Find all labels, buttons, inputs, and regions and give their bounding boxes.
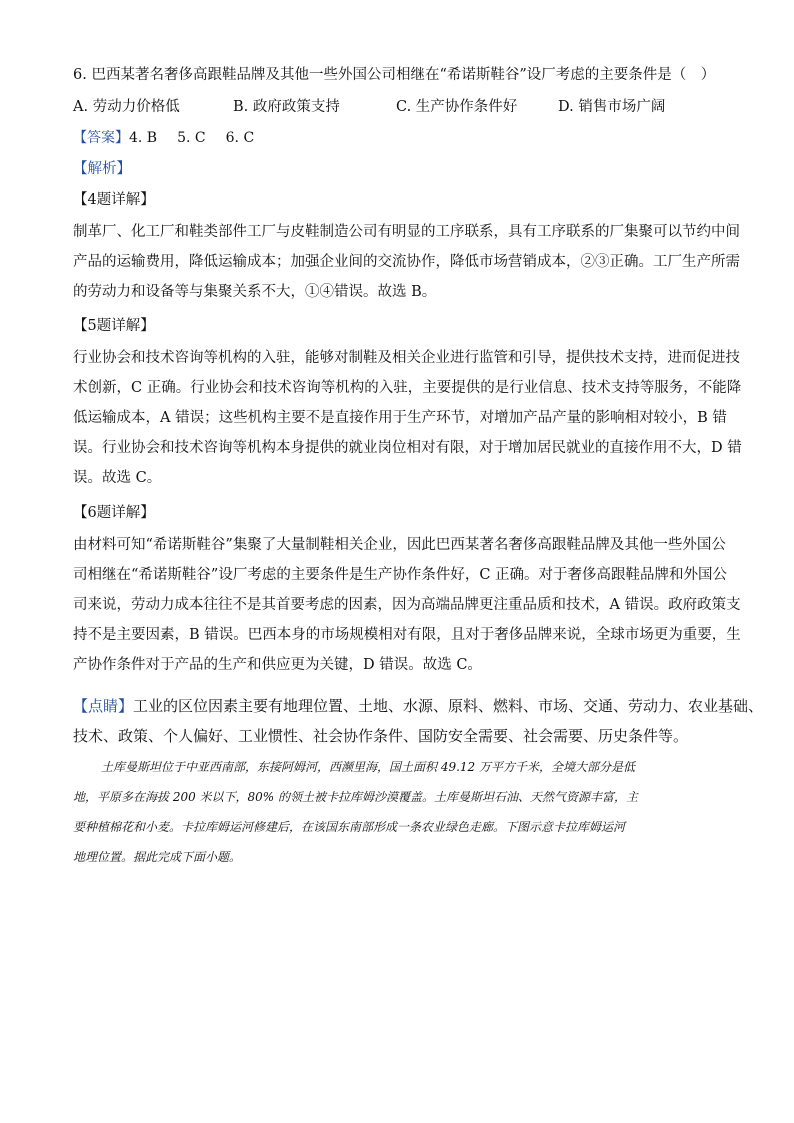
question-6-stem: 6. 巴西某著名奢侈高跟鞋品牌及其他一些外国公司相继在“希诺斯鞋谷”设厂考虑的主要条件是（ ） xyxy=(73,67,716,83)
answer-item: 4. B xyxy=(129,130,158,146)
material-passage xyxy=(73,752,723,872)
q6-heading: 【6题详解】 xyxy=(73,505,155,521)
paragraph-line: 制革厂、化工厂和鞋类部件工厂与皮鞋制造公司有明显的工序联系，具有工序联系的厂集聚可以节约中间 xyxy=(73,224,740,240)
analysis-heading: 【解析】 xyxy=(73,161,131,177)
note-line xyxy=(73,691,764,721)
material-line xyxy=(73,752,723,782)
note-tag: 【点睛】 xyxy=(73,697,134,715)
paragraph-line: 误。故选 C。 xyxy=(73,470,162,486)
paragraph-line: 行业协会和技术咨询等机构的入驻，能够对制鞋及相关企业进行监管和引导，提供技术支持，进而促进技 xyxy=(73,350,740,366)
answer-line xyxy=(73,126,254,150)
material-line: 要种植棉花和小麦。卡拉库姆运河修建后，在该国东南部形成一条农业绿色走廊。下图示意卡拉库姆运河 xyxy=(73,820,626,834)
material-line: 地理位置。据此完成下面小题。 xyxy=(73,850,242,864)
paragraph-line: 产品的运输费用，降低运输成本；加强企业间的交流协作，降低市场营销成本，②③正确。工厂生产所需 xyxy=(73,254,740,270)
paragraph-line: 低运输成本，A 错误；这些机构主要不是直接作用于生产环节，对增加产品产量的影响相对较小，B 错 xyxy=(73,410,727,426)
material-line: 地，平原多在海拔 200 米以下，80% 的领土被卡拉库姆沙漠覆盖。土库曼斯坦石油、天然气资源丰富，主 xyxy=(73,790,639,804)
q5-heading: 【5题详解】 xyxy=(73,318,155,334)
option-b: B. 政府政策支持 xyxy=(233,99,340,115)
paragraph-line: 误。行业协会和技术咨询等机构本身提供的就业岗位相对有限，对于增加居民就业的直接作用不大，D 错 xyxy=(73,440,742,456)
paragraph-line: 司相继在“希诺斯鞋谷”设厂考虑的主要条件是生产协作条件好，C 正确。对于奢侈高跟鞋品牌和外国公 xyxy=(73,567,728,583)
q6-explanation xyxy=(73,530,741,680)
answer-tag: 【答案】 xyxy=(73,130,129,146)
paragraph-line: 术创新，C 正确。行业协会和技术咨询等机构的入驻，主要提供的是行业信息、技术支持等服务，不能降 xyxy=(73,380,742,396)
option-a: A. 劳动力价格低 xyxy=(73,99,180,115)
question-6-options xyxy=(73,95,733,119)
note-block xyxy=(73,691,764,751)
answer-item: 5. C xyxy=(177,130,206,146)
option-c: C. 生产协作条件好 xyxy=(396,99,518,115)
q4-explanation xyxy=(73,217,740,307)
paragraph-line: 由材料可知“希诺斯鞋谷”集聚了大量制鞋相关企业，因此巴西某著名奢侈高跟鞋品牌及其他一些外国公 xyxy=(73,537,726,553)
paragraph-line: 持不是主要因素，B 错误。巴西本身的市场规模相对有限，且对于奢侈品牌来说，全球市场更为重要，生 xyxy=(73,627,741,643)
note-line: 技术、政策、个人偏好、工业惯性、社会协作条件、国防安全需要、社会需要、历史条件等。 xyxy=(73,727,689,745)
answer-item: 6. C xyxy=(225,130,255,146)
paragraph-line: 的劳动力和设备等与集聚关系不大，①④错误。故选 B。 xyxy=(73,284,437,300)
material-text: 土库曼斯坦位于中亚西南部，东接阿姆河，西濒里海，国土面积 49.12 万平方千米，全境大部分是低 xyxy=(101,760,635,774)
paragraph-line: 产协作条件对于产品的生产和供应更为关键，D 错误。故选 C。 xyxy=(73,657,482,673)
q5-explanation xyxy=(73,343,742,493)
note-text: 工业的区位因素主要有地理位置、土地、水源、原料、燃料、市场、交通、劳动力、农业基础、 xyxy=(133,697,764,715)
paragraph-line: 司来说，劳动力成本往往不是其首要考虑的因素，因为高端品牌更注重品质和技术，A 错误。政府政策支 xyxy=(73,597,741,613)
q4-heading: 【4题详解】 xyxy=(73,192,155,208)
option-d: D. 销售市场广阔 xyxy=(558,99,666,115)
